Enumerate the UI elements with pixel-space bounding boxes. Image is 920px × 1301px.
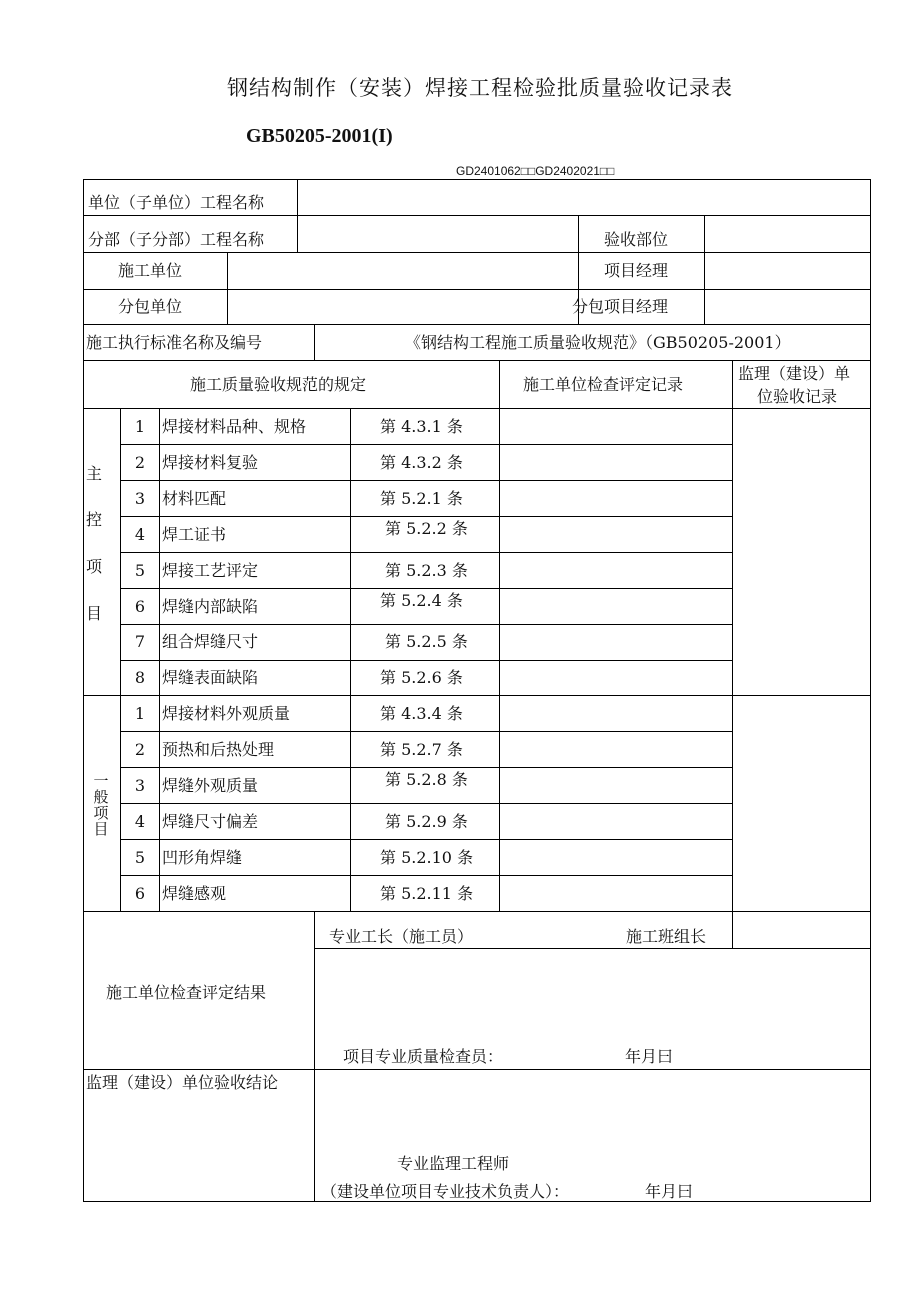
- main-items-label-2: 控: [85, 510, 102, 529]
- row-line: [83, 360, 871, 361]
- general-item-name: 焊缝外观质量: [162, 776, 259, 795]
- team-leader-label: 施工班组长: [626, 927, 707, 946]
- main-item-clause: 第 5.2.3 条: [385, 561, 468, 580]
- main-item-name: 组合焊缝尺寸: [162, 632, 259, 651]
- standard-label: 施工执行标准名称及编号: [86, 333, 263, 352]
- main-item-name: 焊工证书: [162, 525, 227, 544]
- main-item-no: 7: [134, 632, 146, 651]
- supervisor-column-header-2: 位验收记录: [757, 387, 838, 406]
- general-items-label-2: 般: [93, 788, 109, 806]
- col-line: [159, 408, 160, 911]
- main-item-name: 材料匹配: [162, 489, 227, 508]
- col-line: [732, 360, 733, 911]
- main-item-name: 焊缝表面缺陷: [162, 668, 259, 687]
- main-items-label-1: 主: [85, 464, 102, 483]
- project-manager-label: 项目经理: [604, 261, 669, 280]
- row-line: [83, 289, 871, 290]
- general-item-no: 3: [134, 776, 146, 795]
- general-item-clause: 第 5.2.10 条: [380, 848, 474, 867]
- standard-value: 《钢结构工程施工质量验收规范》（GB50205-2001）: [405, 333, 791, 352]
- row-line: [120, 767, 732, 768]
- general-item-no: 1: [134, 704, 146, 723]
- division-name-label: 分部（子分部）工程名称: [88, 230, 265, 249]
- row-line: [83, 695, 871, 696]
- standard-code: GB50205-2001(I): [246, 125, 393, 147]
- row-line: [120, 803, 732, 804]
- general-item-no: 5: [134, 848, 146, 867]
- main-item-clause: 第 4.3.1 条: [380, 417, 463, 436]
- row-line: [120, 875, 732, 876]
- main-item-name: 焊缝内部缺陷: [162, 597, 259, 616]
- main-item-no: 4: [134, 525, 146, 544]
- main-item-clause: 第 5.2.1 条: [380, 489, 463, 508]
- contractor-label: 施工单位: [118, 261, 183, 280]
- main-item-no: 5: [134, 561, 146, 580]
- main-item-no: 8: [134, 668, 146, 687]
- main-items-label-3: 项: [85, 557, 102, 576]
- col-line: [499, 360, 500, 911]
- main-item-clause: 第 4.3.2 条: [380, 453, 463, 472]
- general-item-name: 焊接材料外观质量: [162, 704, 291, 723]
- col-line: [120, 408, 121, 911]
- main-item-name: 焊接材料品种、规格: [162, 417, 307, 436]
- row-line: [120, 588, 732, 589]
- foreman-label: 专业工长（施工员）: [329, 927, 474, 946]
- general-items-label-3: 项: [93, 804, 109, 822]
- conclusion-label: 监理（建设）单位验收结论: [86, 1073, 279, 1092]
- acceptance-part-label: 验收部位: [604, 230, 669, 249]
- general-item-clause: 第 5.2.7 条: [380, 740, 463, 759]
- general-items-label-4: 目: [93, 820, 109, 838]
- subcontractor-label: 分包单位: [118, 297, 183, 316]
- contractor-check-column-header: 施工单位检查评定记录: [523, 375, 684, 394]
- row-line: [120, 516, 732, 517]
- row-line: [83, 1069, 871, 1070]
- form-id: GD2401062□□GD2402021□□: [456, 164, 615, 178]
- main-item-clause: 第 5.2.6 条: [380, 668, 463, 687]
- row-line: [83, 408, 871, 409]
- main-item-name: 焊接材料复验: [162, 453, 259, 472]
- result-date-label: 年月曰: [625, 1047, 674, 1066]
- main-item-clause: 第 5.2.4 条: [380, 591, 463, 610]
- row-line: [120, 480, 732, 481]
- main-item-no: 6: [134, 597, 146, 616]
- main-item-clause: 第 5.2.2 条: [385, 519, 468, 538]
- row-line: [83, 324, 871, 325]
- row-line: [120, 660, 732, 661]
- row-line: [314, 948, 871, 949]
- page-title: 钢结构制作（安装）焊接工程检验批质量验收记录表: [227, 76, 733, 100]
- general-item-name: 预热和后热处理: [162, 740, 275, 759]
- general-item-no: 4: [134, 812, 146, 831]
- general-item-no: 2: [134, 740, 146, 759]
- col-line: [227, 252, 228, 324]
- row-line: [83, 215, 871, 216]
- owner-rep-label: （建设单位项目专业技术负责人）：: [321, 1182, 570, 1201]
- col-line: [350, 408, 351, 911]
- sub-project-manager-label: 分包项目经理: [572, 297, 669, 316]
- row-line: [120, 552, 732, 553]
- col-line: [732, 911, 733, 948]
- general-item-clause: 第 5.2.9 条: [385, 812, 468, 831]
- general-items-label-1: 一: [93, 772, 109, 790]
- main-item-clause: 第 5.2.5 条: [385, 632, 468, 651]
- row-line: [83, 911, 871, 912]
- general-item-no: 6: [134, 884, 146, 903]
- col-line: [314, 324, 315, 360]
- row-line: [83, 252, 871, 253]
- general-item-name: 焊缝感观: [162, 884, 227, 903]
- general-item-name: 凹形角焊缝: [162, 848, 243, 867]
- col-line: [297, 179, 298, 252]
- col-line: [704, 215, 705, 324]
- spec-column-header: 施工质量验收规范的规定: [190, 375, 367, 394]
- engineer-label: 专业监理工程师: [397, 1154, 510, 1173]
- result-label: 施工单位检查评定结果: [106, 983, 267, 1002]
- main-item-no: 2: [134, 453, 146, 472]
- row-line: [120, 839, 732, 840]
- row-line: [120, 624, 732, 625]
- conclusion-date-label: 年月曰: [645, 1182, 694, 1201]
- col-line: [314, 911, 315, 1202]
- main-item-no: 1: [134, 417, 146, 436]
- main-items-label-4: 目: [85, 604, 102, 623]
- inspector-label: 项目专业质量检查员：: [343, 1047, 504, 1066]
- general-item-clause: 第 4.3.4 条: [380, 704, 463, 723]
- general-item-name: 焊缝尺寸偏差: [162, 812, 259, 831]
- unit-name-label: 单位（子单位）工程名称: [88, 193, 265, 212]
- supervisor-column-header: 监理（建设）单: [738, 364, 851, 383]
- main-item-name: 焊接工艺评定: [162, 561, 259, 580]
- general-item-clause: 第 5.2.8 条: [385, 770, 468, 789]
- row-line: [120, 731, 732, 732]
- row-line: [120, 444, 732, 445]
- main-item-no: 3: [134, 489, 146, 508]
- general-item-clause: 第 5.2.11 条: [380, 884, 474, 903]
